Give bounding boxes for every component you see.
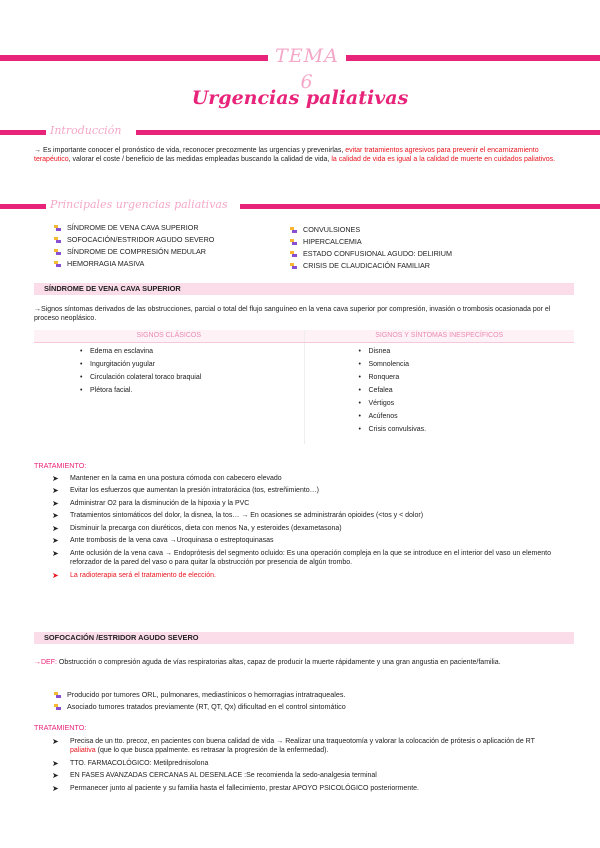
pencil-bullet-icon bbox=[54, 261, 61, 267]
list-item: • Ingurgitación yugular bbox=[34, 360, 304, 373]
list-item: • Ronquera bbox=[305, 373, 575, 386]
list-item: • Circulación colateral toraco braquial bbox=[34, 373, 304, 386]
arrow-bullet-icon: ➤ bbox=[52, 486, 59, 496]
list-item: • Somnolencia bbox=[305, 360, 575, 373]
arrow-bullet-icon: ➤ bbox=[52, 783, 59, 793]
sofocacion-definition: →DEF: Obstrucción o compresión aguda de vías respiratorias altas, capaz de producir la muerte rápidamente y una gran angustia en paciente/familia. bbox=[34, 659, 501, 666]
pencil-bullet-icon bbox=[290, 239, 297, 245]
arrow-bullet-icon: ➤ bbox=[52, 771, 59, 781]
list-item: ➤ Evitar los esfuerzos que aumentan la presión intratorácica (tos, estreñimiento…) bbox=[52, 486, 320, 496]
list-item: • Plétora facial. bbox=[34, 386, 304, 399]
sofocacion-trat-list bbox=[52, 737, 562, 796]
signs-col2-header: SIGNOS Y SÍNTOMAS INESPECÍFICOS bbox=[304, 330, 574, 342]
section-bar-left bbox=[0, 130, 46, 135]
list-item: ➤ Ante trombosis de la vena cava →Uroquinasa o estreptoquinasas bbox=[52, 536, 274, 546]
list-item: Producido por tumores ORL, pulmonares, mediastínicos o hemorragias intratraqueales. bbox=[54, 690, 346, 702]
arrow-bullet-icon: ➤ bbox=[52, 523, 59, 533]
list-item: • Cefalea bbox=[305, 386, 575, 399]
list-item: CRISIS DE CLAUDICACIÓN FAMILIAR bbox=[290, 261, 452, 273]
list-item: HIPERCALCEMIA bbox=[290, 237, 452, 249]
principales-right-list bbox=[290, 225, 452, 273]
list-item: ➤ TTO. FARMACOLÓGICO: Metilprednisolona bbox=[52, 758, 209, 768]
pencil-bullet-icon bbox=[290, 227, 297, 233]
section-bar-right bbox=[136, 130, 600, 135]
list-item: Asociado tumores tratados previamente (RT, QT, Qx) dificultad en el control sintomático bbox=[54, 702, 346, 714]
pencil-bullet-icon bbox=[54, 225, 61, 231]
pencil-bullet-icon bbox=[290, 251, 297, 257]
principales-left-list bbox=[54, 223, 214, 271]
section-principales-label: Principales urgencias paliativas bbox=[50, 198, 228, 211]
section-principales-header bbox=[30, 200, 570, 212]
list-item: • Crisis convulsivas. bbox=[305, 425, 575, 438]
pencil-bullet-icon bbox=[54, 249, 61, 255]
list-item: SÍNDROME DE COMPRESIÓN MEDULAR bbox=[54, 247, 214, 259]
section-intro-header bbox=[30, 126, 570, 138]
tema-bar-left bbox=[0, 55, 268, 61]
section-bar-right bbox=[240, 204, 600, 209]
tema-label: TEMA 6 bbox=[275, 45, 339, 93]
list-item: ➤ Permanecer junto al paciente y su familia hasta el fallecimiento, prestar APOYO PSICOLÓGICO posteriormente. bbox=[52, 783, 419, 793]
pencil-bullet-icon bbox=[54, 704, 61, 710]
vena-cava-definition: →Signos síntomas derivados de las obstrucciones, parcial o total del flujo sanguíneo en la vena cava superior por compresión, invasión o trombosis ocasionada por el proceso neoplásico. bbox=[34, 306, 551, 323]
arrow-bullet-icon: ➤ bbox=[52, 737, 59, 746]
arrow-bullet-icon: ➤ bbox=[52, 548, 59, 558]
vena-cava-heading: SÍNDROME DE VENA CAVA SUPERIOR bbox=[34, 283, 574, 295]
pencil-bullet-icon bbox=[54, 237, 61, 243]
list-item: ESTADO CONFUSIONAL AGUDO: DELIRIUM bbox=[290, 249, 452, 261]
arrow-bullet-icon: ➤ bbox=[52, 536, 59, 546]
arrow-bullet-icon: ➤ bbox=[52, 498, 59, 508]
sofocacion-heading: SOFOCACIÓN /ESTRIDOR AGUDO SEVERO bbox=[34, 632, 574, 644]
arrow-bullet-icon: ➤ bbox=[52, 474, 59, 483]
tema-header bbox=[0, 44, 600, 93]
section-bar-left bbox=[0, 204, 46, 209]
section-intro-label: Introducción bbox=[50, 124, 122, 137]
arrow-bullet-icon: ➤ bbox=[52, 570, 59, 580]
sofocacion-causes-list bbox=[54, 690, 346, 714]
tema-bar-right bbox=[346, 55, 600, 61]
list-item: HEMORRAGIA MASIVA bbox=[54, 259, 214, 271]
list-item: ➤ Tratamientos sintomáticos del dolor, la disnea, la tos… → En ocasiones se administrarán opioides (<tos y < dolor) bbox=[52, 511, 424, 521]
list-item: • Edema en esclavina bbox=[34, 347, 304, 360]
signs-col2 bbox=[304, 342, 574, 444]
vena-cava-trat-list bbox=[52, 474, 562, 583]
list-item: • Disnea bbox=[305, 347, 575, 360]
list-item: ➤ Administrar O2 para la disminución de la hipoxia y la PVC bbox=[52, 498, 250, 508]
list-item: ➤ Disminuir la precarga con diuréticos, dieta con menos Na, y esteroides (dexametasona) bbox=[52, 523, 342, 533]
signs-table bbox=[34, 330, 574, 444]
arrow-bullet-icon: ➤ bbox=[52, 511, 59, 521]
list-item: ➤ La radioterapia será el tratamiento de elección. bbox=[52, 570, 216, 580]
intro-paragraph: → Es importante conocer el pronóstico de vida, reconocer precozmente las urgencias y prevenirlas, evitar tratamientos agresivos para prevenir el encarnizamiento terapéutico, valorar el coste / beneficio de las medidas empleadas buscando la calidad de vida, la calidad de vida es igual a la calidad de muerte en cuidados paliativos. bbox=[34, 147, 556, 164]
list-item: ➤ EN FASES AVANZADAS CERCANAS AL DESENLACE :Se recomienda la sedo-analgesia terminal bbox=[52, 771, 377, 781]
arrow-bullet-icon: ➤ bbox=[52, 758, 59, 768]
page-title: Urgencias paliativas bbox=[191, 87, 409, 109]
sofocacion-trat-label: TRATAMIENTO: bbox=[34, 723, 87, 732]
pencil-bullet-icon bbox=[54, 692, 61, 698]
list-item: • Acúfenos bbox=[305, 412, 575, 425]
list-item: ➤ Ante oclusión de la vena cava → Endoprótesis del segmento ocluido: Es una operación compleja en la que se introduce en el interior del vaso un elemento reforzador de la pared del vaso o para quitar la obstrucción por presencia de algún trombo. bbox=[52, 548, 551, 567]
pencil-bullet-icon bbox=[290, 263, 297, 269]
signs-col1 bbox=[34, 342, 304, 444]
list-item: ➤ Precisa de un tto. precoz, en pacientes con buena calidad de vida → Realizar una traqueotomía y valorar la colocación de prótesis o aplicación de RT paliativa (que lo que busca ppalmente. es retrasar la progresión de la enfermedad). bbox=[52, 737, 535, 755]
list-item: ➤ Mantener en la cama en una postura cómoda con cabecero elevado bbox=[52, 474, 282, 483]
vena-cava-trat-label: TRATAMIENTO: bbox=[34, 461, 87, 470]
list-item: • Vértigos bbox=[305, 399, 575, 412]
list-item: SOFOCACIÓN/ESTRIDOR AGUDO SEVERO bbox=[54, 235, 214, 247]
list-item: CONVULSIONES bbox=[290, 225, 452, 237]
signs-col1-header: SIGNOS CLÁSICOS bbox=[34, 330, 304, 342]
list-item: SÍNDROME DE VENA CAVA SUPERIOR bbox=[54, 223, 214, 235]
